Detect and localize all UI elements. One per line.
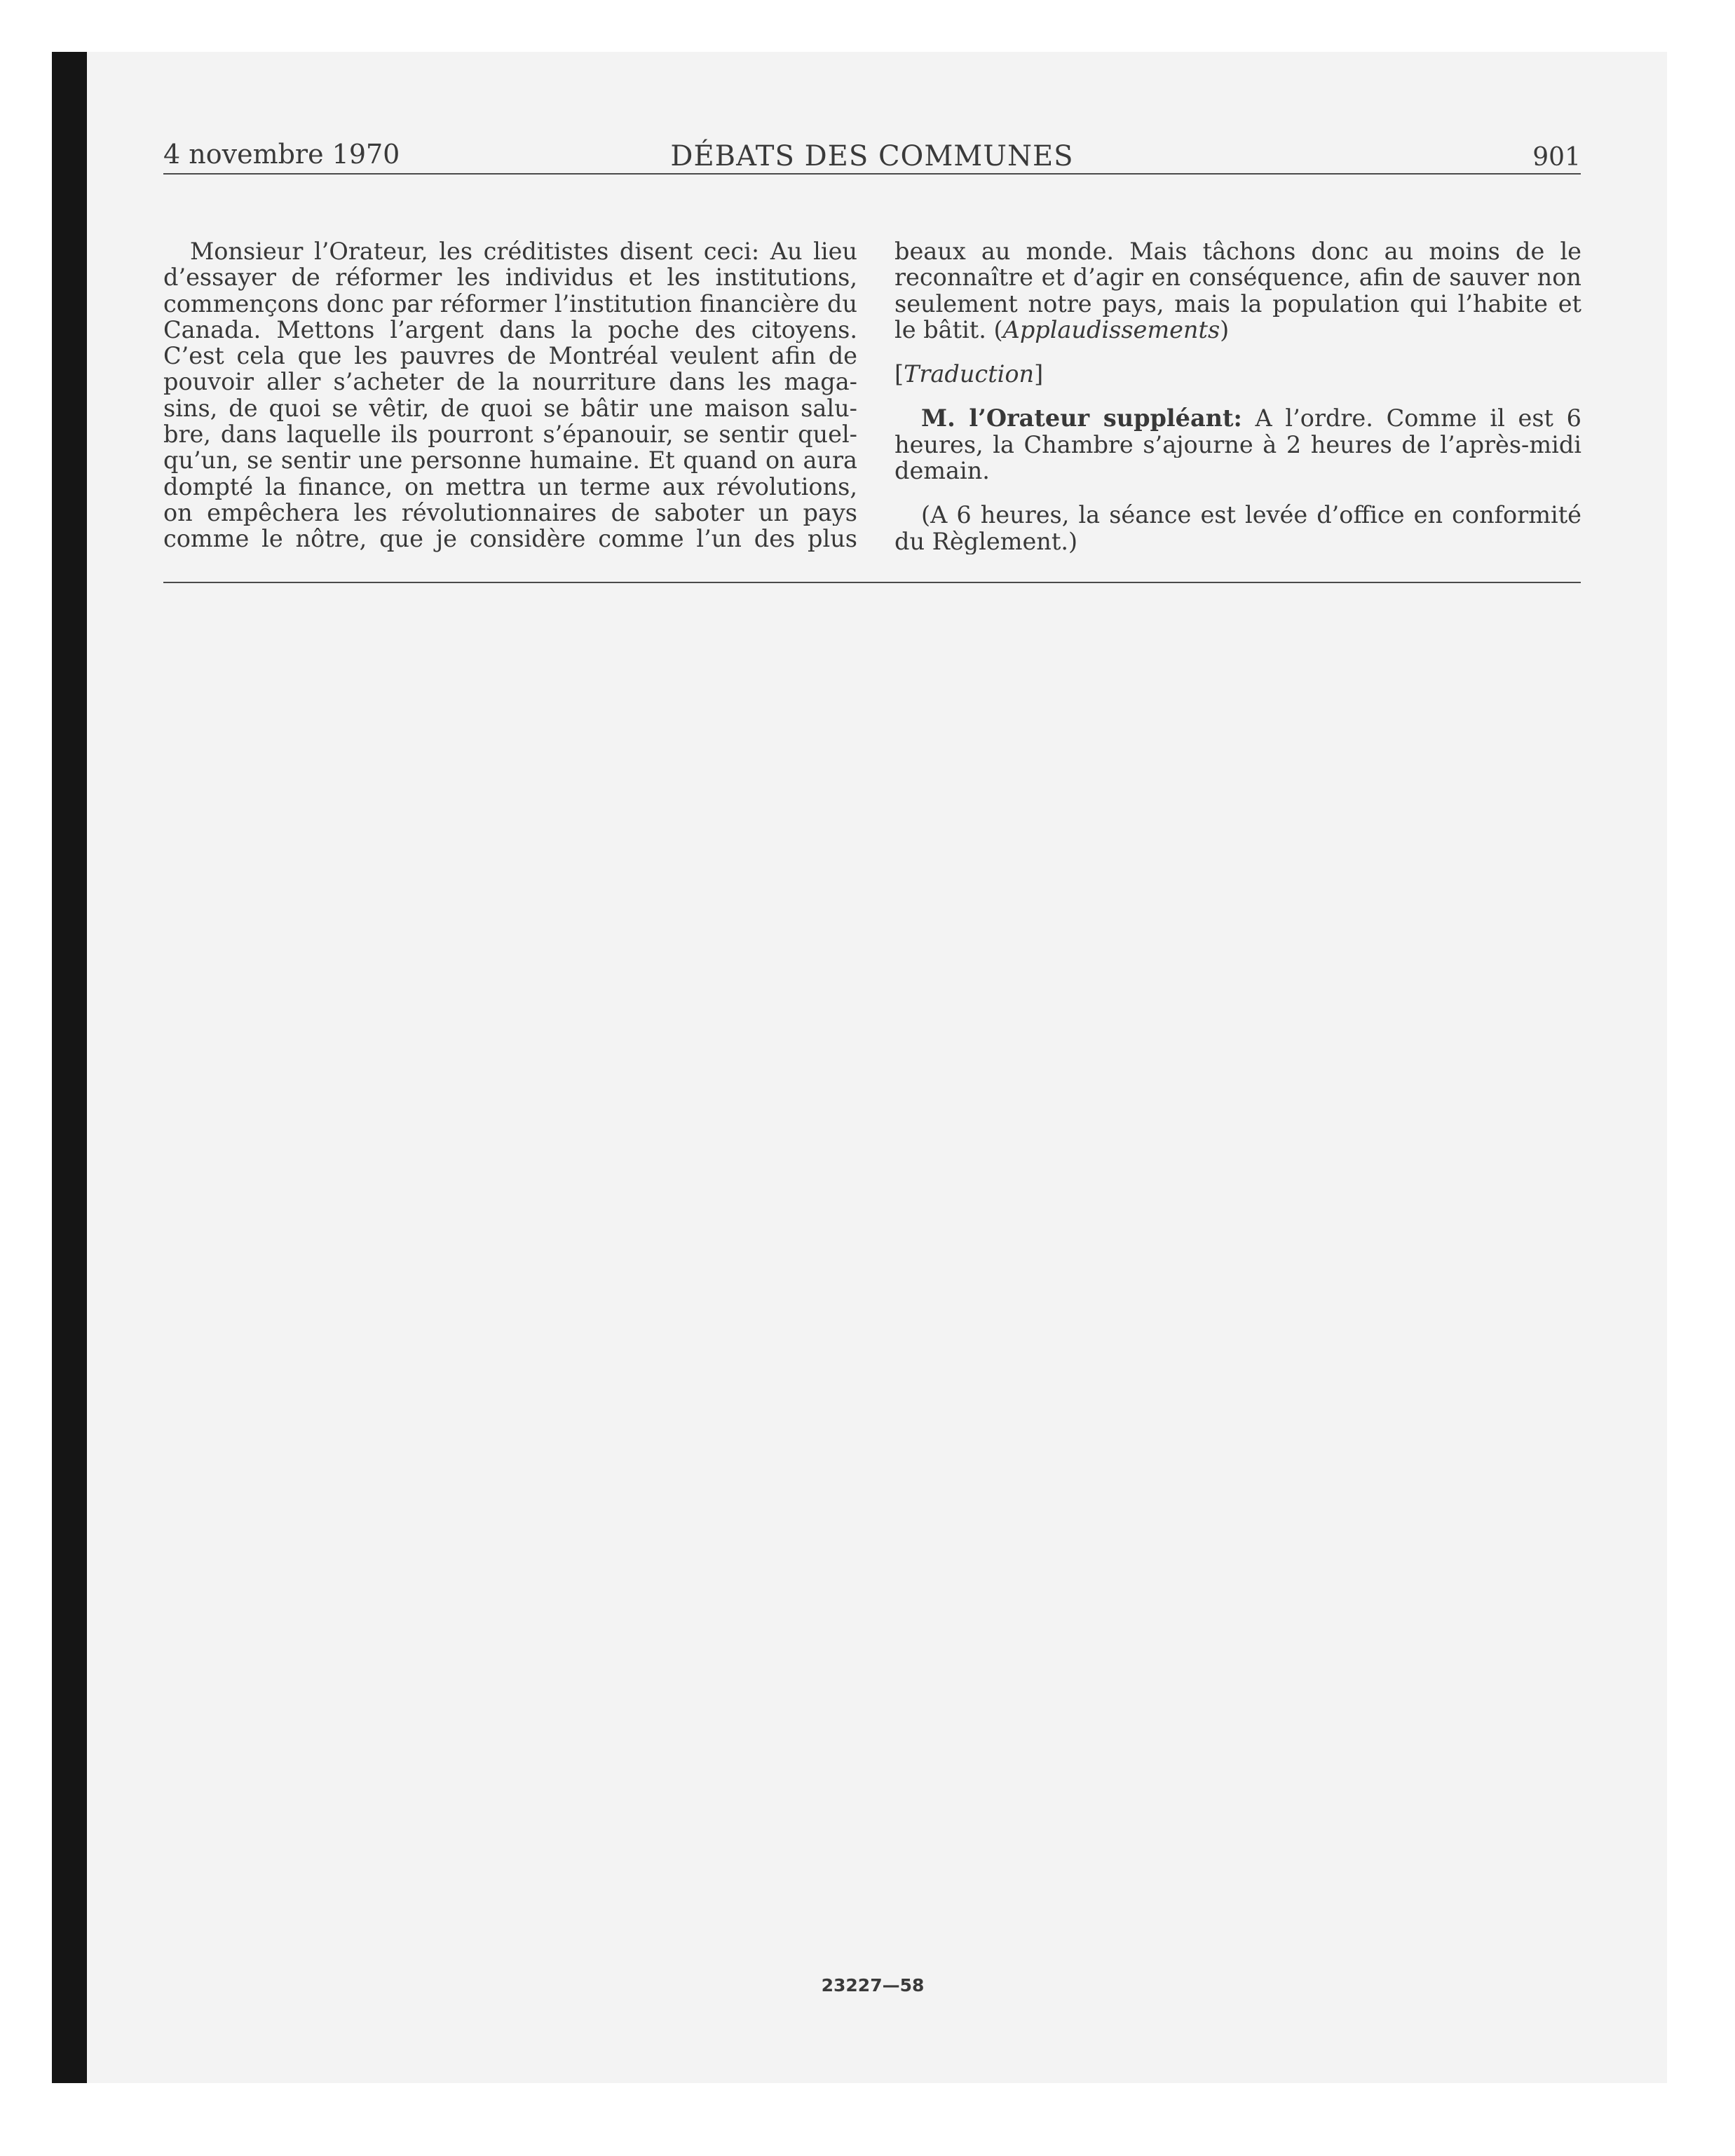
text-line: reconnaître et d’agir en conséquence, afin de sauver non [894, 264, 1581, 291]
text-line: heures, la Chambre s’ajourne à 2 heures de l’après-midi [894, 431, 1581, 458]
text-line: dompté la finance, on mettra un terme aux révolutions, [163, 473, 857, 500]
text-line: pouvoir aller s’acheter de la nourriture dans les maga- [163, 369, 857, 395]
text-fragment: le bâtit. ( [894, 316, 1003, 343]
translation-label: Traduction [904, 361, 1035, 388]
bracket-open: [ [894, 361, 904, 388]
text-line: seulement notre pays, mais la population qui l’habite et [894, 290, 1581, 317]
text-line: bre, dans laquelle ils pourront s’épanouir, se sentir quel- [163, 421, 857, 448]
text-line [894, 405, 1581, 431]
text-line: du Règlement.) [894, 528, 1078, 554]
header-rule [163, 173, 1581, 175]
header-page-number: 901 [1532, 143, 1581, 172]
running-header [163, 133, 1581, 182]
scan-edge-bar [52, 52, 87, 2083]
header-title: DÉBATS DES COMMUNES [670, 140, 1074, 172]
paragraph-gap [894, 343, 1581, 361]
footer-code: 23227—58 [821, 1975, 925, 1995]
left-column [163, 238, 857, 552]
text-line: C’est cela que les pauvres de Montréal veulent afin de [163, 343, 857, 369]
text-line: demain. [894, 458, 990, 484]
applause-note: Applaudissements [1002, 316, 1220, 343]
text-fragment: ) [1220, 316, 1230, 343]
paragraph-gap [894, 484, 1581, 502]
right-column [894, 238, 1581, 554]
translation-marker [894, 361, 1581, 387]
paragraph-gap [894, 387, 1581, 405]
speaker-name: M. l’Orateur suppléant: [921, 405, 1242, 432]
text-line [894, 317, 1581, 343]
text-line: on empêchera les révolutionnaires de saboter un pays [163, 499, 857, 526]
text-fragment: A l’ordre. Comme il est 6 [1241, 405, 1581, 432]
text-line: (A 6 heures, la séance est levée d’office en conformité [921, 502, 1581, 528]
header-date: 4 novembre 1970 [163, 139, 400, 170]
text-line: Canada. Mettons l’argent dans la poche des citoyens. [163, 316, 857, 343]
bracket-close: ] [1034, 361, 1044, 388]
text-line: d’essayer de réformer les individus et les institutions, [163, 264, 857, 291]
text-line: qu’un, se sentir une personne humaine. Et quand on aura [163, 447, 857, 474]
text-line: sins, de quoi se vêtir, de quoi se bâtir une maison salu- [163, 395, 857, 422]
text-line: beaux au monde. Mais tâchons donc au moins de le [894, 238, 1581, 265]
text-line: Monsieur l’Orateur, les créditistes disent ceci: Au lieu [190, 238, 857, 265]
section-end-rule [163, 582, 1581, 583]
text-line: commençons donc par réformer l’institution financière du [163, 290, 857, 317]
text-line: comme le nôtre, que je considère comme l’un des plus [163, 526, 857, 552]
